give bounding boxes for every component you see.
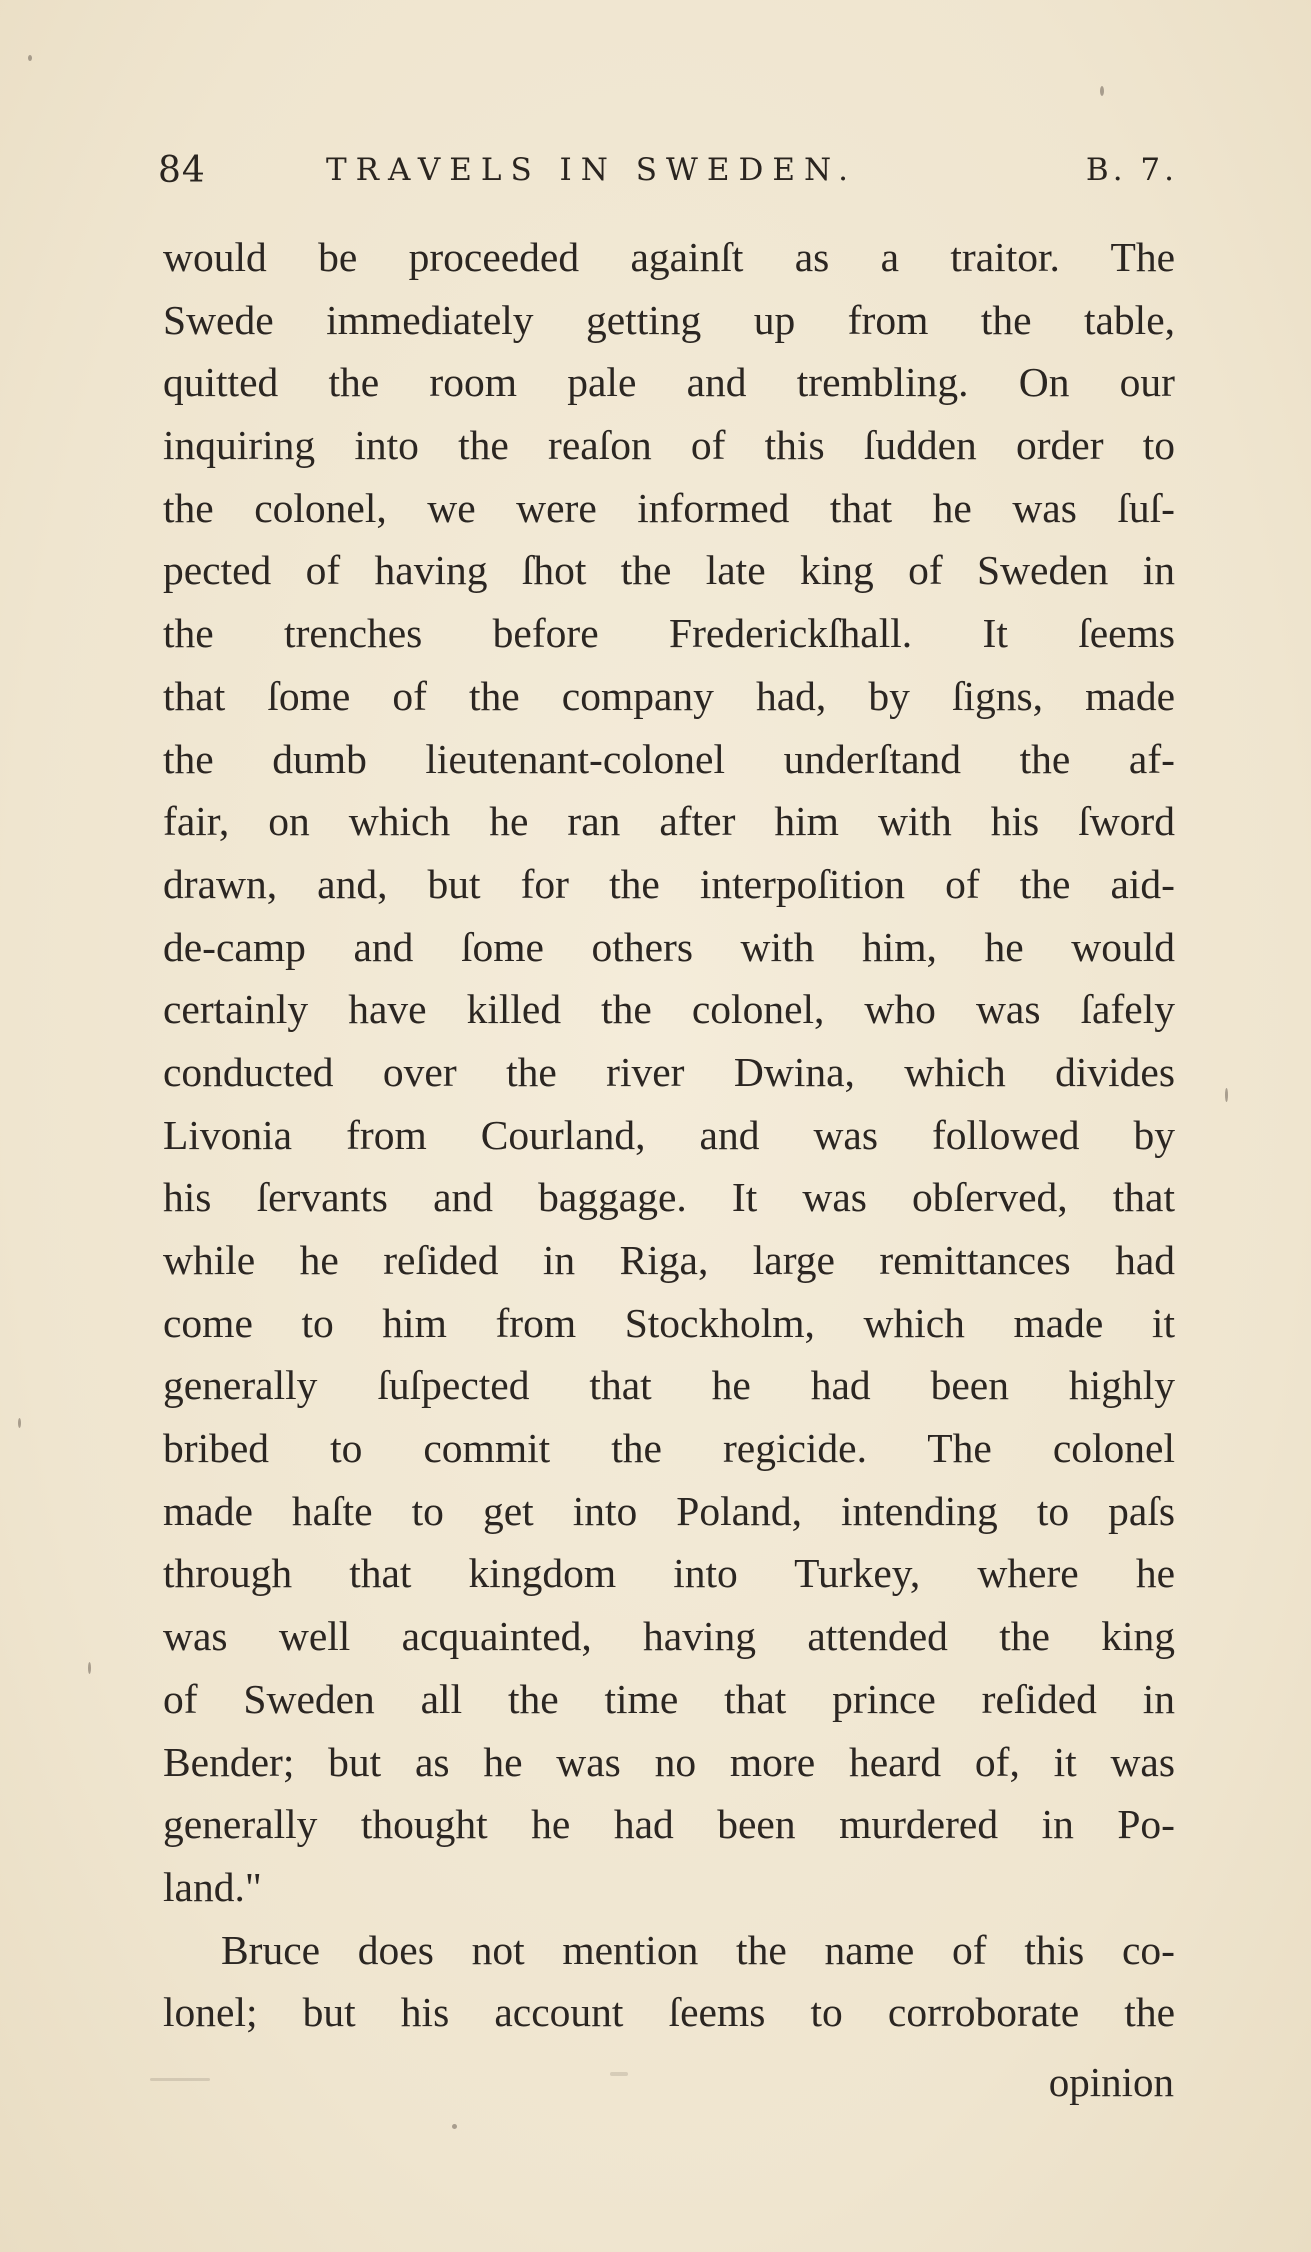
text-line: inquiring into the reaſon of this ſudden order to: [163, 422, 1175, 469]
text-line: lonel; but his account ſeems to corroborate the: [163, 1989, 1175, 2036]
paper-speck: [18, 1418, 21, 1428]
text-line: Bender; but as he was no more heard of, it was: [163, 1738, 1175, 1785]
text-line: of Sweden all the time that prince reſided in: [163, 1675, 1175, 1722]
text-line: the colonel, we were informed that he was ſuſ-: [163, 484, 1175, 531]
paper-speck: [610, 2072, 628, 2076]
text-line: certainly have killed the colonel, who was ſafely: [163, 986, 1175, 1033]
text-line: quitted the room pale and trembling. On our: [163, 359, 1175, 406]
running-title: TRAVELS IN SWEDEN.: [326, 152, 857, 188]
text-line: drawn, and, but for the interpoſition of the aid-: [163, 860, 1175, 907]
paper-speck: [150, 2078, 210, 2081]
paper-speck: [1225, 1088, 1228, 1102]
text-line: land.": [163, 1863, 262, 1910]
paper-speck: [452, 2124, 457, 2129]
text-line: Bruce does not mention the name of this co-: [221, 1926, 1175, 1973]
book-reference: B. 7.: [1085, 152, 1178, 188]
text-line: Livonia from Courland, and was followed by: [163, 1111, 1175, 1158]
text-line: the trenches before Frederickſhall. It ſeems: [163, 610, 1175, 657]
text-line: his ſervants and baggage. It was obſerved, that: [163, 1174, 1175, 1221]
text-line: fair, on which he ran after him with his ſword: [163, 798, 1175, 845]
paper-speck: [28, 55, 32, 61]
text-line: Swede immediately getting up from the table,: [163, 296, 1175, 343]
text-line: was well acquainted, having attended the king: [163, 1613, 1175, 1660]
text-line: pected of having ſhot the late king of Sweden in: [163, 547, 1175, 594]
text-line: while he reſided in Riga, large remittances had: [163, 1237, 1175, 1283]
page-header: [158, 150, 1178, 200]
text-line: the dumb lieutenant-colonel underſtand the af-: [163, 735, 1175, 782]
text-line: generally thought he had been murdered in Po-: [163, 1801, 1175, 1848]
text-line: that ſome of the company had, by ſigns, made: [163, 672, 1175, 719]
paper-speck: [1100, 86, 1104, 96]
text-line: de-camp and ſome others with him, he would: [163, 923, 1175, 970]
catchword: opinion: [1048, 2059, 1174, 2105]
text-line: conducted over the river Dwina, which divides: [163, 1048, 1175, 1095]
body-text: [163, 226, 1175, 2044]
page-number: 84: [158, 150, 206, 191]
paper-speck: [88, 1662, 91, 1674]
text-line: bribed to commit the regicide. The colonel: [163, 1425, 1175, 1472]
text-line: through that kingdom into Turkey, where he: [163, 1550, 1175, 1597]
text-line: would be proceeded againſt as a traitor. The: [163, 234, 1175, 280]
text-line: made haſte to get into Poland, intending to paſs: [163, 1487, 1175, 1534]
text-line: generally ſuſpected that he had been highly: [163, 1362, 1175, 1409]
text-line: come to him from Stockholm, which made it: [163, 1299, 1175, 1346]
